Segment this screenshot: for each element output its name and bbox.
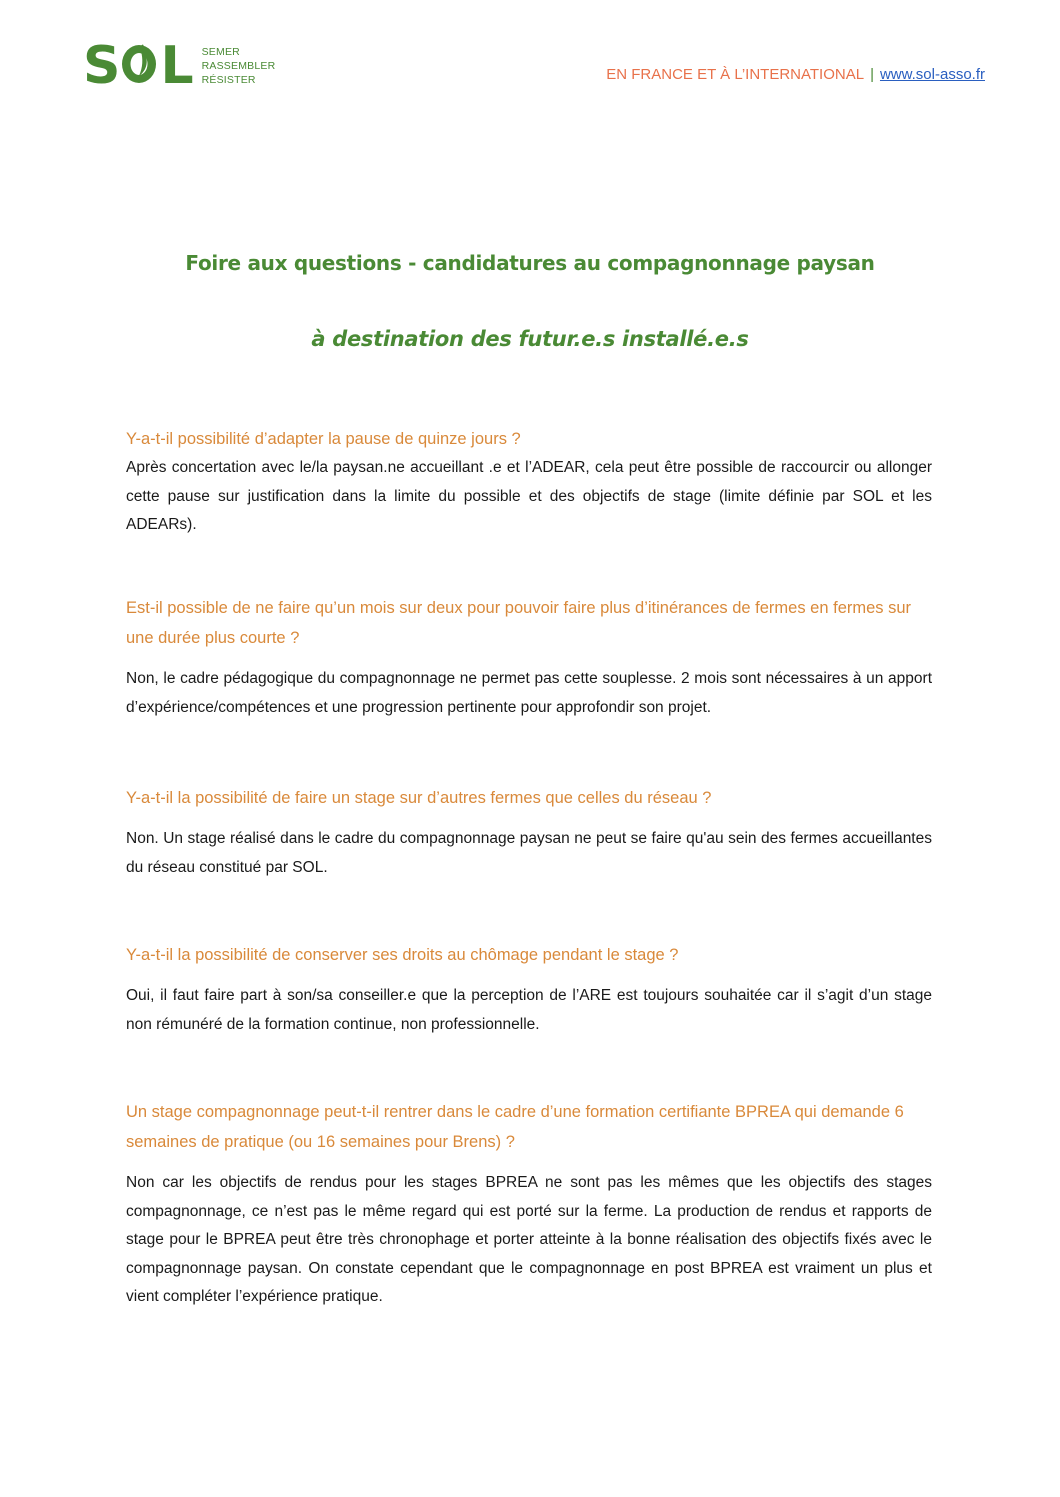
- leaf-o-icon: [119, 41, 159, 85]
- faq-item: [126, 1097, 932, 1312]
- logo-wordmark: [83, 36, 192, 96]
- faq-item: [126, 593, 932, 722]
- faq-question: Y-a-t-il possibilité d’adapter la pause de quinze jours ?: [126, 430, 521, 448]
- scope-label: EN FRANCE ET À L’INTERNATIONAL: [606, 66, 865, 83]
- faq-item: [126, 424, 932, 540]
- logo-letter-s: S: [83, 36, 119, 96]
- header-separator: |: [870, 66, 874, 83]
- faq-question: Est-il possible de ne faire qu’un mois sur deux pour pouvoir faire plus d’itinérances de fermes en fermes sur une durée plus courte ?: [126, 599, 912, 647]
- page-title: Foire aux questions - candidatures au compagnonnage paysan: [185, 251, 875, 276]
- website-link[interactable]: www.sol-asso.fr: [879, 66, 985, 83]
- faq-answer: Non car les objectifs de rendus pour les stages BPREA ne sont pas les mêmes que les objectifs des stages compagnonnage, ce n’est pas le même regard qui est porté sur la ferme. La production de rendus et rapports de stage pour le BPREA peut être très chronophage et porter atteinte à la bonne réalisation des objectifs fixés avec le compagnonnage paysan. On constate cependant que le compagnonnage en post BPREA est vraiment un plus et vient compléter l’expérience pratique.: [126, 1174, 932, 1305]
- faq-answer: Non. Un stage réalisé dans le cadre du compagnonnage paysan ne peut se faire qu'au sein des fermes accueillantes du réseau constitué par SOL.: [126, 830, 932, 876]
- faq-question: Y-a-t-il la possibilité de faire un stage sur d’autres fermes que celles du réseau ?: [126, 789, 712, 807]
- tagline-line: RASSEMBLER: [201, 60, 276, 72]
- sol-logo: [83, 36, 276, 96]
- logo-letter-l: L: [160, 36, 192, 96]
- faq-item: [126, 783, 932, 882]
- faq-answer: Oui, il faut faire part à son/sa conseiller.e que la perception de l’ARE est toujours souhaitée car il s’agit d’un stage non rémunéré de la formation continue, non professionnelle.: [126, 987, 932, 1033]
- header-right: [606, 66, 985, 83]
- faq-answer: Non, le cadre pédagogique du compagnonnage ne permet pas cette souplesse. 2 mois sont nécessaires à un apport d’expérience/compétences et une progression pertinente pour approfondir son projet.: [126, 670, 932, 716]
- tagline-line: RÉSISTER: [201, 74, 256, 86]
- logo-tagline: [202, 45, 276, 87]
- faq-question: Y-a-t-il la possibilité de conserver ses droits au chômage pendant le stage ?: [126, 946, 679, 964]
- tagline-line: SEMER: [201, 46, 240, 58]
- page-subtitle: à destination des futur.e.s installé.e.s: [311, 327, 749, 352]
- faq-answer: Après concertation avec le/la paysan.ne accueillant .e et l’ADEAR, cela peut être possible de raccourcir ou allonger cette pause sur justification dans la limite du possible et des objectifs de stage (limite définie par SOL et les ADEARs).: [126, 459, 932, 533]
- faq-item: [126, 940, 932, 1039]
- faq-question: Un stage compagnonnage peut-t-il rentrer dans le cadre d’une formation certifiante BPREA qui demande 6 semaines de pratique (ou 16 semaines pour Brens) ?: [126, 1103, 904, 1151]
